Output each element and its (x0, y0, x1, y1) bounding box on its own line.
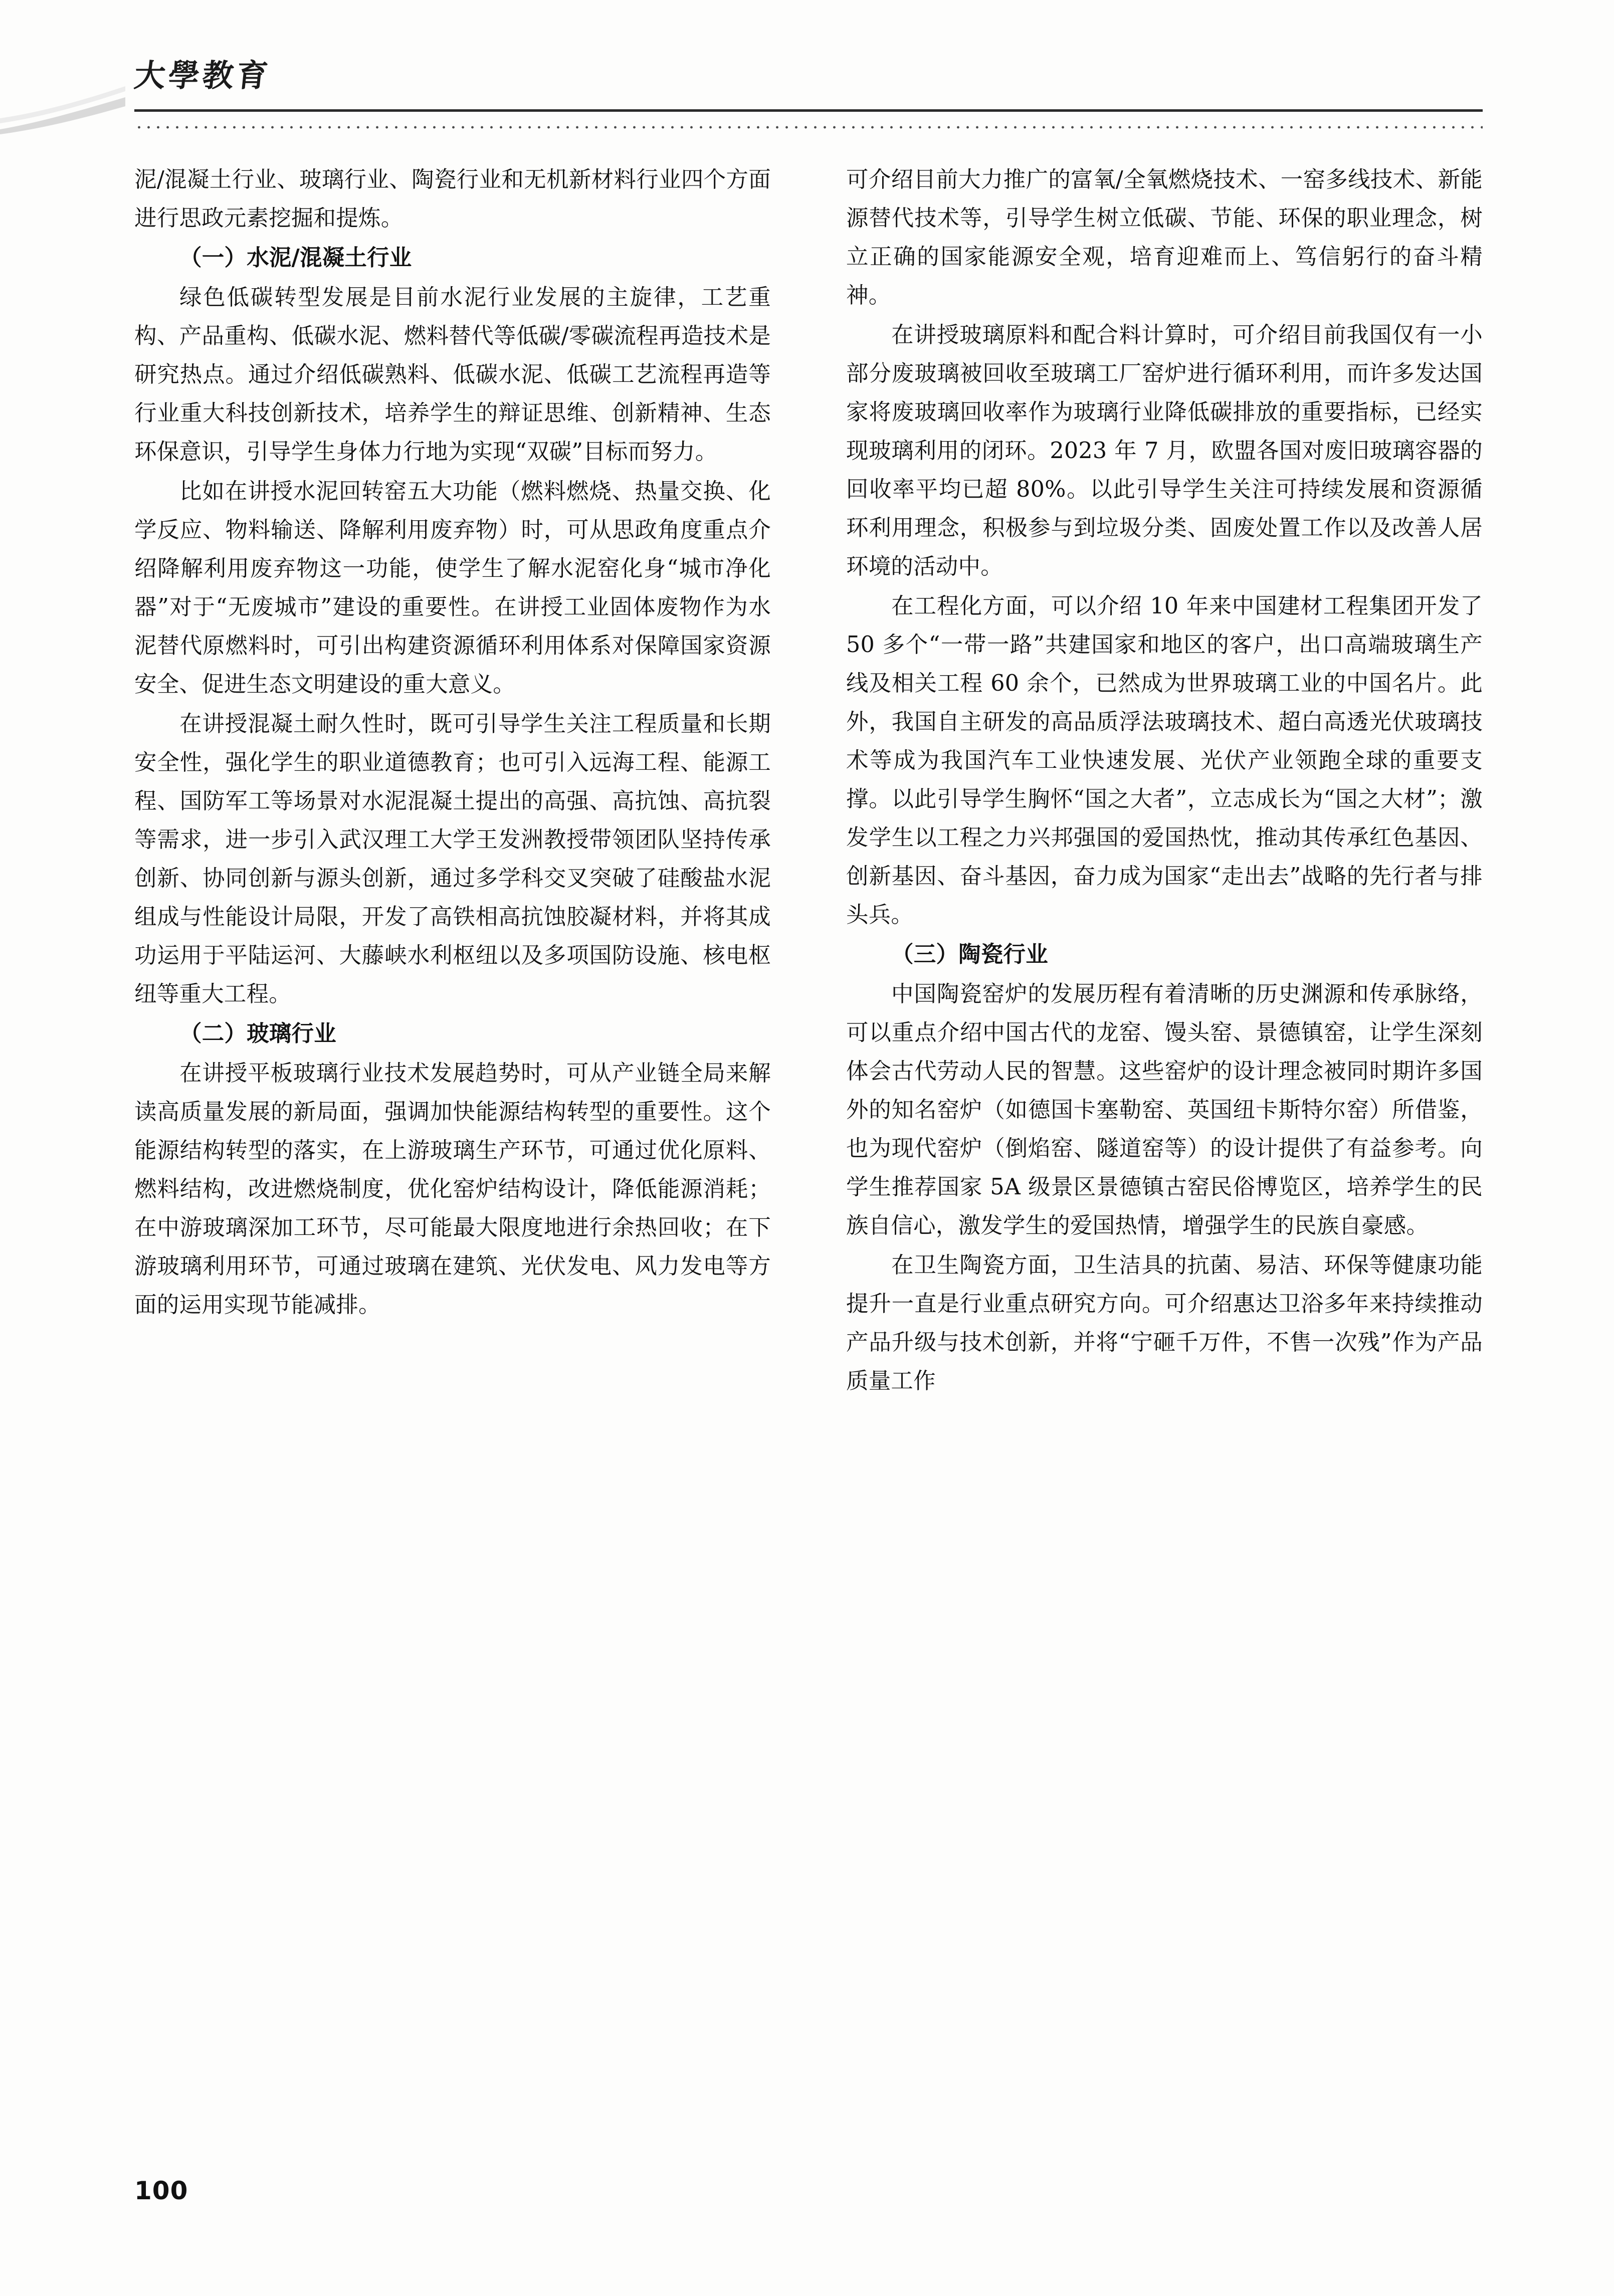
journal-masthead (132, 57, 300, 105)
section-heading: （一）水泥/混凝土行业 (179, 245, 412, 271)
section-heading: （二）玻璃行业 (179, 1020, 336, 1047)
section-heading: （三）陶瓷行业 (891, 941, 1048, 967)
journal-title: 大學教育 (132, 57, 273, 94)
body-paragraph: 在讲授混凝土耐久性时，既可引导学生关注工程质量和长期安全性，强化学生的职业道德教育；也可引入远海工程、能源工程、国防军工等场景对水泥混凝土提出的高强、高抗蚀、高抗裂等需求，进一步引入武汉理工大学王发洲教授带领团队坚持传承创新、协同创新与源头创新，通过多学科交叉突破了硅酸盐水泥组成与性能设计局限，开发了高铁相高抗蚀胶凝材料，并将其成功运用于平陆运河、大藤峡水利枢纽以及多项国防设施、核电枢纽等重大工程。 (134, 711, 771, 1007)
body-paragraph: 比如在讲授水泥回转窑五大功能（燃料燃烧、热量交换、化学反应、物料输送、降解利用废弃物）时，可从思政角度重点介绍降解利用废弃物这一功能，使学生了解水泥窑化身“城市净化器”对于“无废城市”建设的重要性。在讲授工业固体废物作为水泥替代原燃料时，可引出构建资源循环利用体系对保障国家资源安全、促进生态文明建设的重大意义。 (134, 479, 771, 697)
body-paragraph: 中国陶瓷窑炉的发展历程有着清晰的历史渊源和传承脉络，可以重点介绍中国古代的龙窑、馒头窑、景德镇窑，让学生深刻体会古代劳动人民的智慧。这些窑炉的设计理念被同时期许多国外的知名窑炉（如德国卡塞勒窑、英国纽卡斯特尔窑）所借鉴，也为现代窑炉（倒焰窑、隧道窑等）的设计提供了有益参考。向学生推荐国家 5A 级景区景德镇古窑民俗博览区，培养学生的民族自信心，激发学生的爱国热情，增强学生的民族自豪感。 (846, 981, 1483, 1238)
left-column (134, 160, 771, 2145)
body-paragraph: 绿色低碳转型发展是目前水泥行业发展的主旋律，工艺重构、产品重构、低碳水泥、燃料替代等低碳/零碳流程再造技术是研究热点。通过介绍低碳熟料、低碳水泥、低碳工艺流程再造等行业重大科技创新技术，培养学生的辩证思维、创新精神、生态环保意识，引导学生身体力行地为实现“双碳”目标而努力。 (134, 285, 771, 465)
body-paragraph: 在讲授平板玻璃行业技术发展趋势时，可从产业链全局来解读高质量发展的新局面，强调加快能源结构转型的重要性。这个能源结构转型的落实，在上游玻璃生产环节，可通过优化原料、燃料结构，改进燃烧制度，优化窑炉结构设计，降低能源消耗；在中游玻璃深加工环节，尽可能最大限度地进行余热回收；在下游玻璃利用环节，可通过玻璃在建筑、光伏发电、风力发电等方面的运用实现节能减排。 (134, 1061, 771, 1318)
body-paragraph: 可介绍目前大力推广的富氧/全氧燃烧技术、一窑多线技术、新能源替代技术等，引导学生树立低碳、节能、环保的职业理念，树立正确的国家能源安全观，培育迎难而上、笃信躬行的奋斗精神。 (846, 167, 1483, 308)
page-number: 100 (134, 2176, 188, 2205)
right-column (846, 160, 1483, 2145)
body-paragraph: 泥/混凝土行业、玻璃行业、陶瓷行业和无机新材料行业四个方面进行思政元素挖掘和提炼。 (134, 167, 771, 231)
body-paragraph: 在讲授玻璃原料和配合料计算时，可介绍目前我国仅有一小部分废玻璃被回收至玻璃工厂窑炉进行循环利用，而许多发达国家将废玻璃回收率作为玻璃行业降低碳排放的重要指标，已经实现玻璃利用的闭环。2023 年 7 月，欧盟各国对废旧玻璃容器的回收率平均已超 80%。以此引导学生关注可持续发展和资源循环利用理念，积极参与到垃圾分类、固废处置工作以及改善人居环境的活动中。 (846, 322, 1483, 579)
header-rule (134, 109, 1483, 112)
body-paragraph: 在工程化方面，可以介绍 10 年来中国建材工程集团开发了 50 多个“一带一路”共建国家和地区的客户，出口高端玻璃生产线及相关工程 60 余个，已然成为世界玻璃工业的中国名片。此外，我国自主研发的高品质浮法玻璃技术、超白高透光伏玻璃技术等成为我国汽车工业快速发展、光伏产业领跑全球的重要支撑。以此引导学生胸怀“国之大者”，立志成长为“国之大材”；激发学生以工程之力兴邦强国的爱国热忱，推动其传承红色基因、创新基因、奋斗基因，奋力成为国家“走出去”战略的先行者与排头兵。 (846, 593, 1483, 928)
decorative-swoosh (0, 75, 125, 135)
body-paragraph: 在卫生陶瓷方面，卫生洁具的抗菌、易洁、环保等健康功能提升一直是行业重点研究方向。可介绍惠达卫浴多年来持续推动产品升级与技术创新，并将“宁砸千万件，不售一次残”作为产品质量工作 (846, 1253, 1483, 1394)
header-dotted-rule (134, 125, 1483, 129)
body-columns (134, 160, 1483, 2145)
